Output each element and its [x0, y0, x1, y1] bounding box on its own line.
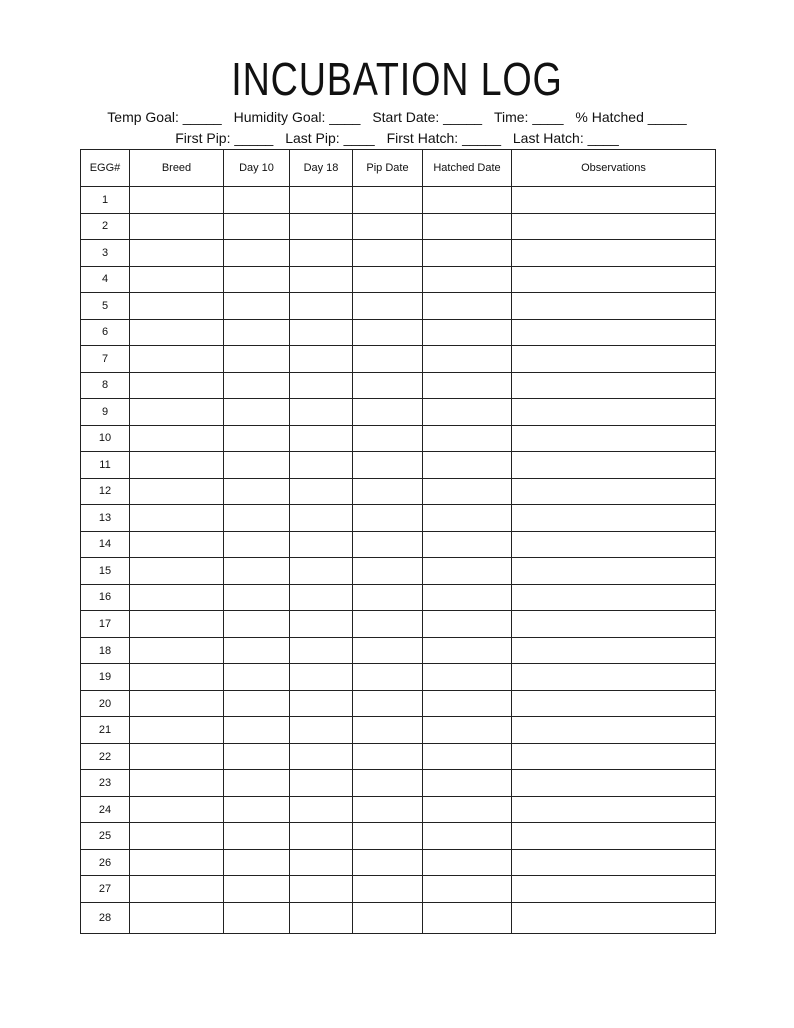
last-hatch-field: Last Hatch: ____	[512, 130, 619, 146]
day10-cell[interactable]	[224, 637, 290, 664]
day18-cell[interactable]	[290, 637, 353, 664]
breed-cell[interactable]	[130, 505, 224, 532]
pip-date-cell[interactable]	[353, 876, 423, 903]
day18-cell[interactable]	[290, 690, 353, 717]
egg-number-cell: 3	[81, 240, 130, 267]
pip-date-cell[interactable]	[353, 902, 423, 933]
egg-number-cell: 22	[81, 743, 130, 770]
observations-cell[interactable]	[512, 796, 716, 823]
observations-cell[interactable]	[512, 902, 716, 933]
hatched-date-cell[interactable]	[423, 478, 512, 505]
pip-date-cell[interactable]	[353, 717, 423, 744]
egg-number-cell: 21	[81, 717, 130, 744]
day10-cell[interactable]	[224, 902, 290, 933]
table-row	[81, 240, 716, 267]
column-header-breed: Breed	[130, 150, 224, 187]
egg-number-cell: 4	[81, 266, 130, 293]
table-row	[81, 558, 716, 585]
breed-cell[interactable]	[130, 849, 224, 876]
day18-cell[interactable]	[290, 187, 353, 214]
egg-number-cell: 5	[81, 293, 130, 320]
first-hatch-field: First Hatch: _____	[386, 130, 501, 146]
temp-goal-field: Temp Goal: _____	[107, 109, 222, 125]
pip-date-cell[interactable]	[353, 558, 423, 585]
day18-cell[interactable]	[290, 796, 353, 823]
day10-cell[interactable]	[224, 187, 290, 214]
pip-date-cell[interactable]	[353, 664, 423, 691]
table-row	[81, 849, 716, 876]
observations-cell[interactable]	[512, 690, 716, 717]
breed-cell[interactable]	[130, 399, 224, 426]
breed-cell[interactable]	[130, 637, 224, 664]
table-row	[81, 902, 716, 933]
breed-cell[interactable]	[130, 452, 224, 479]
column-header-hatched-date: Hatched Date	[423, 150, 512, 187]
start-date-field: Start Date: _____	[372, 109, 483, 125]
egg-number-cell: 8	[81, 372, 130, 399]
breed-cell[interactable]	[130, 902, 224, 933]
observations-cell[interactable]	[512, 346, 716, 373]
observations-cell[interactable]	[512, 584, 716, 611]
egg-number-cell: 1	[81, 187, 130, 214]
column-header-day18: Day 18	[290, 150, 353, 187]
observations-cell[interactable]	[512, 823, 716, 850]
day10-cell[interactable]	[224, 743, 290, 770]
day10-cell[interactable]	[224, 372, 290, 399]
table-row	[81, 690, 716, 717]
breed-cell[interactable]	[130, 743, 224, 770]
breed-cell[interactable]	[130, 664, 224, 691]
hatched-date-cell[interactable]	[423, 293, 512, 320]
egg-number-cell: 23	[81, 770, 130, 797]
day10-cell[interactable]	[224, 319, 290, 346]
pip-date-cell[interactable]	[353, 531, 423, 558]
pip-date-cell[interactable]	[353, 505, 423, 532]
day18-cell[interactable]	[290, 478, 353, 505]
breed-cell[interactable]	[130, 346, 224, 373]
pip-hatch-fields-line	[0, 130, 794, 146]
hatched-date-cell[interactable]	[423, 372, 512, 399]
hatched-date-cell[interactable]	[423, 823, 512, 850]
first-pip-field: First Pip: _____	[175, 130, 274, 146]
pip-date-cell[interactable]	[353, 478, 423, 505]
day18-cell[interactable]	[290, 293, 353, 320]
goal-fields-line	[0, 109, 794, 125]
observations-cell[interactable]	[512, 452, 716, 479]
egg-number-cell: 28	[81, 902, 130, 933]
egg-number-cell: 16	[81, 584, 130, 611]
table-header-row	[81, 150, 716, 187]
observations-cell[interactable]	[512, 876, 716, 903]
table-row	[81, 319, 716, 346]
table-row	[81, 876, 716, 903]
pip-date-cell[interactable]	[353, 611, 423, 638]
observations-cell[interactable]	[512, 743, 716, 770]
day10-cell[interactable]	[224, 584, 290, 611]
table-row	[81, 823, 716, 850]
hatched-date-cell[interactable]	[423, 690, 512, 717]
pip-date-cell[interactable]	[353, 770, 423, 797]
observations-cell[interactable]	[512, 293, 716, 320]
time-field: Time: ____	[493, 109, 564, 125]
day10-cell[interactable]	[224, 266, 290, 293]
hatched-date-cell[interactable]	[423, 531, 512, 558]
hatched-date-cell[interactable]	[423, 664, 512, 691]
egg-number-cell: 7	[81, 346, 130, 373]
page-title: INCUBATION LOG	[231, 53, 563, 105]
day10-cell[interactable]	[224, 664, 290, 691]
table-row	[81, 743, 716, 770]
table-row	[81, 452, 716, 479]
incubation-log-table	[80, 149, 716, 934]
table-row	[81, 213, 716, 240]
pip-date-cell[interactable]	[353, 425, 423, 452]
table-row	[81, 266, 716, 293]
egg-number-cell: 12	[81, 478, 130, 505]
egg-number-cell: 20	[81, 690, 130, 717]
observations-cell[interactable]	[512, 319, 716, 346]
breed-cell[interactable]	[130, 690, 224, 717]
day10-cell[interactable]	[224, 505, 290, 532]
pip-date-cell[interactable]	[353, 346, 423, 373]
breed-cell[interactable]	[130, 478, 224, 505]
day18-cell[interactable]	[290, 425, 353, 452]
table-row	[81, 346, 716, 373]
day10-cell[interactable]	[224, 796, 290, 823]
day10-cell[interactable]	[224, 399, 290, 426]
day10-cell[interactable]	[224, 478, 290, 505]
observations-cell[interactable]	[512, 425, 716, 452]
breed-cell[interactable]	[130, 717, 224, 744]
observations-cell[interactable]	[512, 558, 716, 585]
day10-cell[interactable]	[224, 213, 290, 240]
table-row	[81, 372, 716, 399]
day18-cell[interactable]	[290, 319, 353, 346]
hatched-date-cell[interactable]	[423, 213, 512, 240]
observations-cell[interactable]	[512, 531, 716, 558]
hatched-date-cell[interactable]	[423, 743, 512, 770]
breed-cell[interactable]	[130, 558, 224, 585]
egg-number-cell: 26	[81, 849, 130, 876]
breed-cell[interactable]	[130, 876, 224, 903]
hatched-date-cell[interactable]	[423, 717, 512, 744]
day18-cell[interactable]	[290, 611, 353, 638]
breed-cell[interactable]	[130, 770, 224, 797]
egg-number-cell: 11	[81, 452, 130, 479]
breed-cell[interactable]	[130, 425, 224, 452]
day10-cell[interactable]	[224, 611, 290, 638]
pip-date-cell[interactable]	[353, 213, 423, 240]
table-row	[81, 478, 716, 505]
hatched-date-cell[interactable]	[423, 611, 512, 638]
observations-cell[interactable]	[512, 399, 716, 426]
day10-cell[interactable]	[224, 770, 290, 797]
day18-cell[interactable]	[290, 876, 353, 903]
day10-cell[interactable]	[224, 425, 290, 452]
day10-cell[interactable]	[224, 849, 290, 876]
breed-cell[interactable]	[130, 531, 224, 558]
breed-cell[interactable]	[130, 611, 224, 638]
observations-cell[interactable]	[512, 187, 716, 214]
egg-number-cell: 6	[81, 319, 130, 346]
observations-cell[interactable]	[512, 770, 716, 797]
day18-cell[interactable]	[290, 452, 353, 479]
hatched-date-cell[interactable]	[423, 796, 512, 823]
pip-date-cell[interactable]	[353, 372, 423, 399]
observations-cell[interactable]	[512, 505, 716, 532]
day10-cell[interactable]	[224, 293, 290, 320]
observations-cell[interactable]	[512, 372, 716, 399]
observations-cell[interactable]	[512, 240, 716, 267]
egg-number-cell: 14	[81, 531, 130, 558]
egg-number-cell: 25	[81, 823, 130, 850]
observations-cell[interactable]	[512, 664, 716, 691]
pip-date-cell[interactable]	[353, 823, 423, 850]
pip-date-cell[interactable]	[353, 690, 423, 717]
table-row	[81, 717, 716, 744]
pip-date-cell[interactable]	[353, 319, 423, 346]
pip-date-cell[interactable]	[353, 637, 423, 664]
breed-cell[interactable]	[130, 213, 224, 240]
hatched-date-cell[interactable]	[423, 266, 512, 293]
hatched-date-cell[interactable]	[423, 558, 512, 585]
table-row	[81, 796, 716, 823]
breed-cell[interactable]	[130, 372, 224, 399]
table-row	[81, 637, 716, 664]
hatched-date-cell[interactable]	[423, 452, 512, 479]
pip-date-cell[interactable]	[353, 293, 423, 320]
pip-date-cell[interactable]	[353, 266, 423, 293]
hatched-date-cell[interactable]	[423, 187, 512, 214]
observations-cell[interactable]	[512, 637, 716, 664]
egg-number-cell: 9	[81, 399, 130, 426]
hatched-date-cell[interactable]	[423, 770, 512, 797]
hatched-date-cell[interactable]	[423, 319, 512, 346]
pip-date-cell[interactable]	[353, 240, 423, 267]
egg-number-cell: 13	[81, 505, 130, 532]
day18-cell[interactable]	[290, 558, 353, 585]
day18-cell[interactable]	[290, 213, 353, 240]
humidity-goal-field: Humidity Goal: ____	[233, 109, 361, 125]
egg-number-cell: 27	[81, 876, 130, 903]
hatched-date-cell[interactable]	[423, 399, 512, 426]
table-row	[81, 187, 716, 214]
breed-cell[interactable]	[130, 584, 224, 611]
table-row	[81, 505, 716, 532]
day18-cell[interactable]	[290, 372, 353, 399]
day10-cell[interactable]	[224, 452, 290, 479]
hatched-date-cell[interactable]	[423, 902, 512, 933]
day18-cell[interactable]	[290, 664, 353, 691]
hatched-date-cell[interactable]	[423, 425, 512, 452]
pip-date-cell[interactable]	[353, 849, 423, 876]
column-header-day10: Day 10	[224, 150, 290, 187]
column-header-pip-date: Pip Date	[353, 150, 423, 187]
day18-cell[interactable]	[290, 346, 353, 373]
day18-cell[interactable]	[290, 902, 353, 933]
day10-cell[interactable]	[224, 531, 290, 558]
day18-cell[interactable]	[290, 531, 353, 558]
observations-cell[interactable]	[512, 478, 716, 505]
breed-cell[interactable]	[130, 240, 224, 267]
day18-cell[interactable]	[290, 584, 353, 611]
hatched-date-cell[interactable]	[423, 637, 512, 664]
observations-cell[interactable]	[512, 849, 716, 876]
observations-cell[interactable]	[512, 213, 716, 240]
hatched-date-cell[interactable]	[423, 505, 512, 532]
day10-cell[interactable]	[224, 876, 290, 903]
day10-cell[interactable]	[224, 823, 290, 850]
table-row	[81, 425, 716, 452]
percent-hatched-field: % Hatched _____	[575, 109, 687, 125]
observations-cell[interactable]	[512, 717, 716, 744]
egg-number-cell: 19	[81, 664, 130, 691]
table-row	[81, 293, 716, 320]
column-header-egg: EGG#	[81, 150, 130, 187]
egg-number-cell: 10	[81, 425, 130, 452]
hatched-date-cell[interactable]	[423, 240, 512, 267]
pip-date-cell[interactable]	[353, 584, 423, 611]
pip-date-cell[interactable]	[353, 743, 423, 770]
day10-cell[interactable]	[224, 717, 290, 744]
hatched-date-cell[interactable]	[423, 346, 512, 373]
day10-cell[interactable]	[224, 346, 290, 373]
egg-number-cell: 24	[81, 796, 130, 823]
egg-number-cell: 15	[81, 558, 130, 585]
table-row	[81, 584, 716, 611]
egg-number-cell: 17	[81, 611, 130, 638]
day18-cell[interactable]	[290, 849, 353, 876]
day18-cell[interactable]	[290, 743, 353, 770]
table-row	[81, 770, 716, 797]
table-row	[81, 664, 716, 691]
pip-date-cell[interactable]	[353, 399, 423, 426]
observations-cell[interactable]	[512, 266, 716, 293]
egg-number-cell: 18	[81, 637, 130, 664]
breed-cell[interactable]	[130, 293, 224, 320]
breed-cell[interactable]	[130, 796, 224, 823]
table-body	[81, 187, 716, 934]
day10-cell[interactable]	[224, 690, 290, 717]
day18-cell[interactable]	[290, 505, 353, 532]
column-header-observations: Observations	[512, 150, 716, 187]
day18-cell[interactable]	[290, 266, 353, 293]
hatched-date-cell[interactable]	[423, 849, 512, 876]
pip-date-cell[interactable]	[353, 187, 423, 214]
day18-cell[interactable]	[290, 823, 353, 850]
egg-number-cell: 2	[81, 213, 130, 240]
day18-cell[interactable]	[290, 240, 353, 267]
pip-date-cell[interactable]	[353, 796, 423, 823]
pip-date-cell[interactable]	[353, 452, 423, 479]
table-row	[81, 531, 716, 558]
last-pip-field: Last Pip: ____	[285, 130, 375, 146]
day18-cell[interactable]	[290, 717, 353, 744]
breed-cell[interactable]	[130, 266, 224, 293]
breed-cell[interactable]	[130, 823, 224, 850]
hatched-date-cell[interactable]	[423, 876, 512, 903]
observations-cell[interactable]	[512, 611, 716, 638]
day18-cell[interactable]	[290, 770, 353, 797]
day10-cell[interactable]	[224, 558, 290, 585]
breed-cell[interactable]	[130, 187, 224, 214]
breed-cell[interactable]	[130, 319, 224, 346]
day10-cell[interactable]	[224, 240, 290, 267]
day18-cell[interactable]	[290, 399, 353, 426]
table-row	[81, 611, 716, 638]
table-row	[81, 399, 716, 426]
hatched-date-cell[interactable]	[423, 584, 512, 611]
